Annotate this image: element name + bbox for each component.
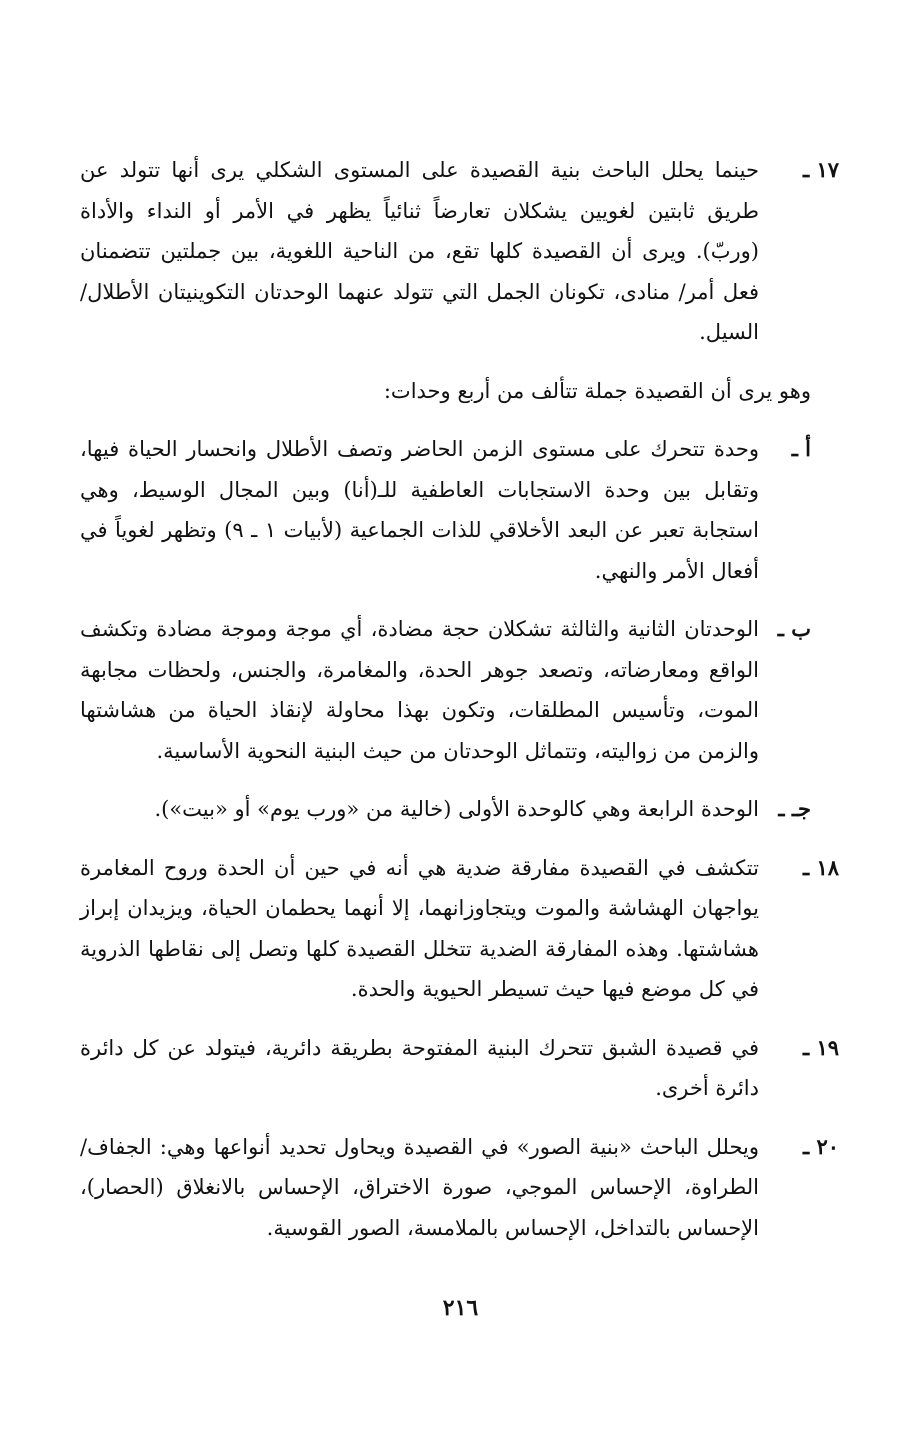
paragraph-text: الوحدة الرابعة وهي كالوحدة الأولى (خالية من «ورب يوم» أو «بيت»). — [154, 797, 759, 821]
paragraph-text: في قصيدة الشبق تتحرك البنية المفتوحة بطريقة دائرية، فيتولد عن كل دائرة دائرة أخرى. — [80, 1035, 759, 1100]
paragraph-text: وهو يرى أن القصيدة جملة تتألف من أربع وحدات: — [383, 378, 811, 403]
sub-item-marker: ب ـ — [777, 616, 811, 641]
item-number: ١٧ ـ — [802, 157, 839, 182]
page-number: ٢١٦ — [442, 1295, 479, 1321]
paragraph-17 — [80, 150, 839, 353]
item-number: ١٩ ـ — [802, 1034, 839, 1060]
item-number: ١٨ ـ — [802, 854, 839, 880]
sub-item-marker: أ ـ — [791, 436, 811, 461]
paragraph-20 — [80, 1127, 839, 1249]
sub-item-a — [80, 429, 811, 591]
paragraph-text: ويحلل الباحث «بنية الصور» في القصيدة ويحاول تحديد أنواعها وهي: الجفاف/ الطراوة، الإحساس الموجي، صورة الاختراق، الإحساس بالانغلاق (الحصار)، الإحساس بالتداخل، الإحساس بالملامسة، الصور القوسية. — [80, 1134, 759, 1240]
sub-item-c — [80, 789, 811, 830]
sub-item-marker: جـ ـ — [778, 796, 811, 821]
paragraph-text: حينما يحلل الباحث بنية القصيدة على المستوى الشكلي يرى أنها تتولد عن طريق ثابتين لغويين يشكلان تعارضاً ثنائياً يظهر في الأمر أو النداء والأداة (وربّ). ويرى أن القصيدة كلها تقع، من الناحية اللغوية، بين جملتين تتضمنان فعل أمر/ منادى، تكونان الجمل التي تتولد عنهما الوحدتان التكوينيتان الأطلال/ السيل. — [80, 158, 759, 344]
paragraph-intro — [80, 371, 811, 412]
paragraph-text: الوحدتان الثانية والثالثة تشكلان حجة مضادة، أي موجة وموجة مضادة وتكشف الواقع ومعارضاته، وتصعد جوهر الحدة، والمغامرة، والجنس، ولحظات مجابهة الموت، وتأسيس المطلقات، وتكون بهذا محاولة لإنقاذ الحياة من هشاشتها والزمن من زواليته، وتتماثل الوحدتان من حيث البنية النحوية الأساسية. — [80, 617, 759, 763]
paragraph-text: تتكشف في القصيدة مفارقة ضدية هي أنه في حين أن الحدة وروح المغامرة يواجهان الهشاشة والموت ويتجاوزانهما، إلا أنهما يحطمان الحياة، ويزيدان إبراز هشاشتها. وهذه المفارقة الضدية تتخلل القصيدة كلها وتصل إلى نقاطها الذروية في كل موضع فيها حيث تسيطر الحيوية والحدة. — [80, 855, 759, 1001]
paragraph-text: وحدة تتحرك على مستوى الزمن الحاضر وتصف الأطلال وانحسار الحياة فيها، وتقابل بين وحدة الاستجابات العاطفية للـ(أنا) وبين المجال الوسيط، وهي استجابة تعبر عن البعد الأخلاقي للذات الجماعية (لأبيات ١ ـ ٩) وتظهر لغوياً في أفعال الأمر والنهي. — [80, 437, 759, 583]
item-number: ٢٠ ـ — [802, 1133, 839, 1159]
paragraph-19 — [80, 1028, 839, 1109]
paragraph-18 — [80, 848, 839, 1010]
body-text — [80, 150, 839, 1266]
sub-item-b — [80, 609, 811, 771]
